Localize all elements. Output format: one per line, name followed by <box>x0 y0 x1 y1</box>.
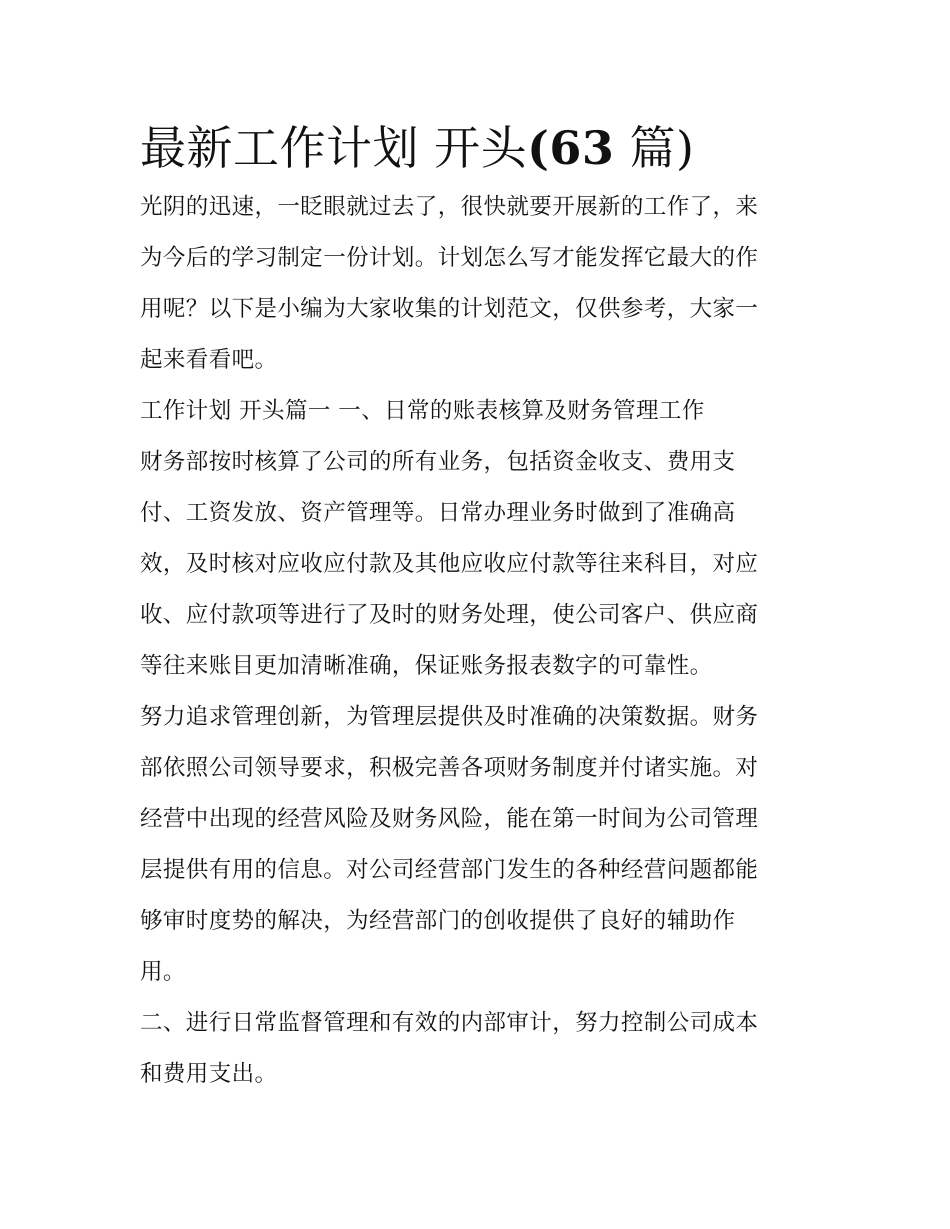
paragraph-line: 努力追求管理创新，为管理层提供及时准确的决策数据。财务 <box>140 704 759 730</box>
paragraph-line: 收、应付款项等进行了及时的财务处理，使公司客户、供应商 <box>140 602 759 628</box>
page-title <box>140 118 694 178</box>
paragraph-line: 起来看看吧。 <box>140 347 278 373</box>
paragraph-line: 为今后的学习制定一份计划。计划怎么写才能发挥它最大的作 <box>140 245 759 271</box>
section-heading-line: 工作计划 开头篇一 一、日常的账表核算及财务管理工作 <box>140 398 705 424</box>
paragraph-line: 光阴的迅速，一眨眼就过去了，很快就要开展新的工作了，来 <box>140 194 759 220</box>
paragraph-line: 部依照公司领导要求，积极完善各项财务制度并付诸实施。对 <box>140 755 759 781</box>
paragraph-line: 财务部按时核算了公司的所有业务，包括资金收支、费用支 <box>140 449 736 475</box>
paragraph-line: 用呢？以下是小编为大家收集的计划范文，仅供参考，大家一 <box>140 296 759 322</box>
paragraph-line: 经营中出现的经营风险及财务风险，能在第一时间为公司管理 <box>140 806 759 832</box>
paragraph-line: 等往来账目更加清晰准确，保证账务报表数字的可靠性。 <box>140 653 713 679</box>
title-text: 最新工作计划 开头 <box>140 121 528 175</box>
paragraph-line: 效，及时核对应收应付款及其他应收应付款等往来科目，对应 <box>140 551 759 577</box>
section-heading-line: 二、进行日常监督管理和有效的内部审计，努力控制公司成本 <box>140 1010 759 1036</box>
paragraph-line: 层提供有用的信息。对公司经营部门发生的各种经营问题都能 <box>140 857 759 883</box>
title-suffix: 篇) <box>629 121 695 175</box>
paragraph-line: 用。 <box>140 959 186 985</box>
title-count: (63 <box>527 121 615 175</box>
paragraph-line: 付、工资发放、资产管理等。日常办理业务时做到了准确高 <box>140 500 736 526</box>
paragraph-line: 和费用支出。 <box>140 1061 278 1087</box>
paragraph-line: 够审时度势的解决，为经营部门的创收提供了良好的辅助作 <box>140 908 736 934</box>
